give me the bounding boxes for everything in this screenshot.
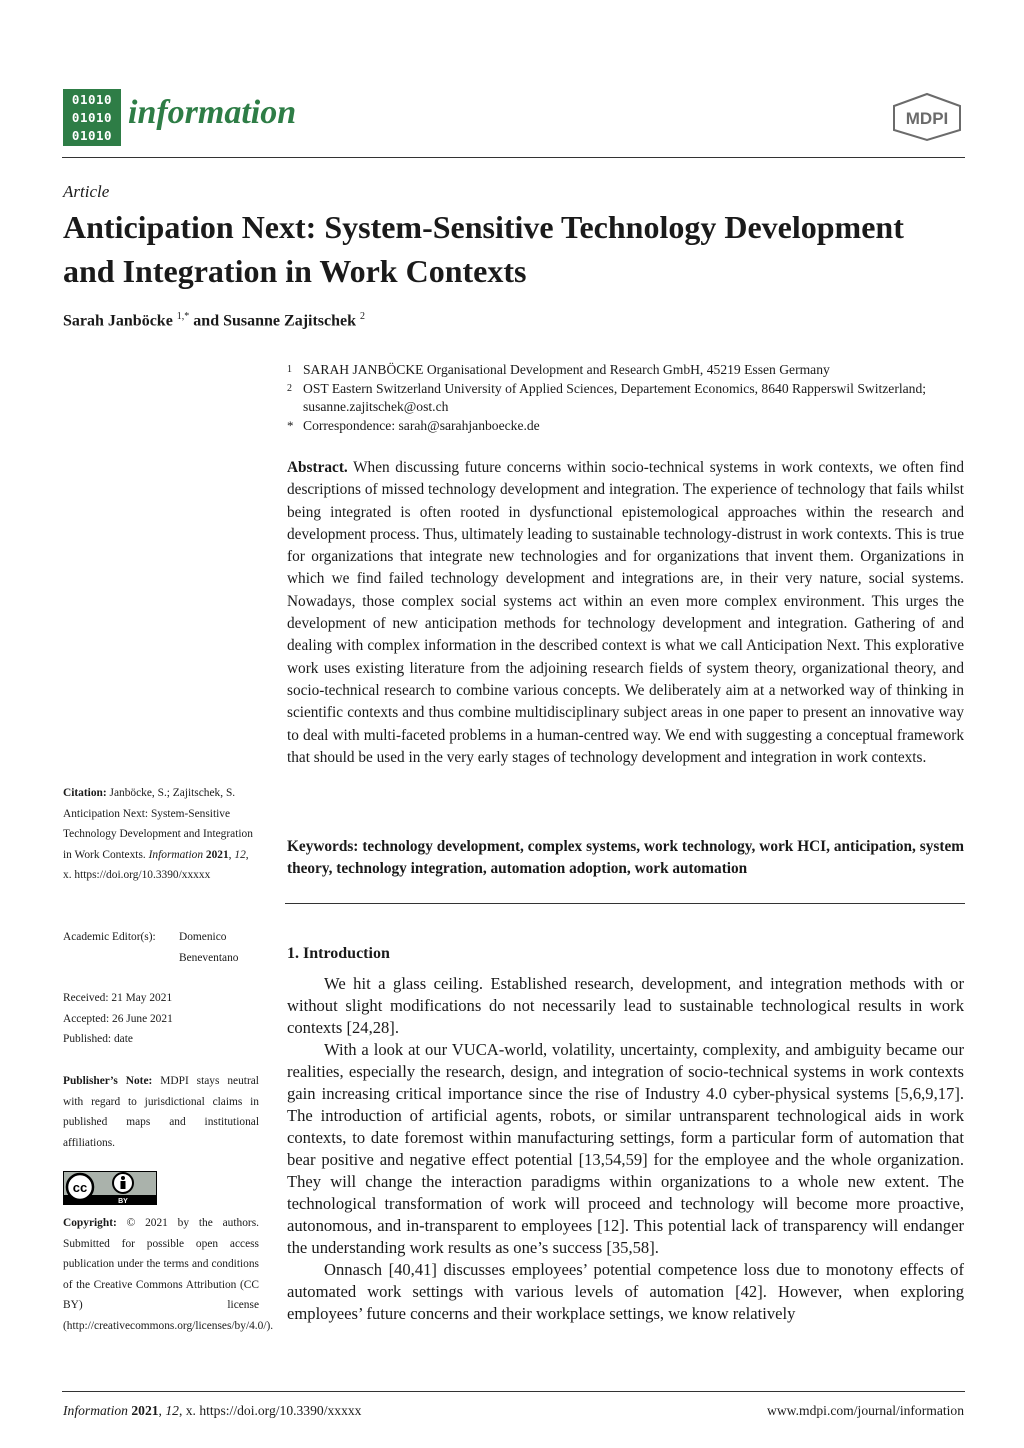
keywords-label: Keywords: (287, 838, 359, 855)
logo-line: 01010 (71, 128, 113, 143)
author-affiliation-mark: 2 (360, 311, 366, 322)
footer-doi: , x. https://doi.org/10.3390/xxxxx (178, 1403, 362, 1418)
accepted-date: Accepted: 26 June 2021 (63, 1012, 173, 1025)
affiliation-mark: 2 (287, 383, 292, 394)
affiliation-item (287, 380, 965, 416)
abstract-divider (285, 903, 965, 904)
logo-line: 01010 (71, 92, 113, 107)
svg-text:cc: cc (72, 1180, 88, 1195)
citation-year: 2021 (205, 848, 229, 861)
cc-by-license-icon[interactable] (63, 1171, 157, 1205)
citation-volume: 12 (234, 848, 246, 861)
keywords-text: technology development, complex systems, work technology, work HCI, anticipation, system theory, technology integration, automation adoption, work automation (287, 838, 964, 878)
published-date: Published: date (63, 1033, 133, 1046)
author-list (63, 311, 365, 330)
journal-logo (63, 89, 121, 146)
copyright-block (63, 1213, 274, 1337)
cc-badge-text: BY (118, 1198, 128, 1205)
academic-editor (63, 927, 259, 968)
abstract-label: Abstract. (287, 459, 348, 476)
footer-journal: Information (63, 1403, 128, 1418)
citation-doi-link[interactable]: https://doi.org/10.3390/xxxxx (74, 869, 211, 882)
author-name: Susanne Zajitschek (223, 312, 357, 330)
abstract (287, 457, 964, 769)
editor-name: Domenico Beneventano (179, 931, 239, 964)
affiliation-text: SARAH JANBÖCKE Organisational Development and Research GmbH, 45219 Essen Germany (303, 362, 830, 377)
abstract-text: When discussing future concerns within socio-technical systems in work contexts, we often find descriptions of missed technology development and integration. The experience of technology that fails whilst being integrated is often rooted in dysfunctional epistemological approaches within the research and development process. Thus, ultimately leading to sustainable technology-distrust in work contexts. This is true for organizations that integrate new technologies and for organizations that invent them. Organizations in which we find failed technology development and integrations are, in their very nature, social systems. Nowadays, those complex social systems act within an even more complex environment. This urges the development of new anticipation methods for technology development and integration. Gathering of and dealing with complex information in the described context is what we call Anticipation Next. This explorative work uses existing literature from the adjoining research fields of system theory, organizational theory, and socio-technical research to combine various concepts. We deliberately aim at a networked way of thinking in scientific contexts and thus combine multidisciplinary subject areas in one paper to present an innovative way to deal with multi-faceted problems in a human-centred way. We end with suggesting a conceptual framework that should be used in the very early stages of technology development and integration in work contexts. (287, 459, 964, 766)
author-name: Sarah Janböcke (63, 312, 173, 330)
logo-line: 01010 (71, 110, 113, 125)
mdpi-logo-text: MDPI (905, 109, 949, 128)
introduction-body (287, 973, 964, 1325)
author-affiliation-mark: 1,* (176, 311, 190, 322)
citation-rest: , x. (63, 848, 249, 882)
article-type: Article (63, 182, 110, 201)
citation-text: Janböcke, S.; Zajitschek, S. Anticipation Next: System-Sensitive Technology Development and Integration in Work Contexts. (63, 787, 253, 861)
affiliation-mark: * (287, 418, 294, 433)
editor-label: Academic Editor(s): (63, 931, 156, 943)
journal-name: information (128, 94, 297, 131)
affiliation-item (287, 361, 965, 379)
paragraph: With a look at our VUCA-world, volatility, uncertainty, complexity, and ambiguity became our realities, especially the research, design, and integration of socio-technical systems in work contexts gain increasing critical importance since the rise of Industry 4.0 cyber-physical systems [5,6,9,17]. The introduction of artificial agents, robots, or similar untransparent technological aids in work contexts, to date foremost within manufacturing settings, form a particular form of automation that bear positive and negative effect potential [13,54,59] for the employee and the whole organization. They will change the interaction paradigms within organizations to a whole new extent. The technological transformation of work will proceed and technology will become more proactive, autonomous, and in-transparent to employees [12]. This potential lack of transparency will endanger the understanding work results as one’s success [35,58]. (287, 1040, 964, 1257)
paragraph: We hit a glass ceiling. Established research, development, and integration methods with or without slight modifications do not necessarily lead to sustainable technological results in work contexts [24,28]. (287, 974, 964, 1037)
footer-divider (62, 1391, 965, 1392)
affiliation-mark: 1 (287, 364, 292, 375)
paragraph: Onnasch [40,41] discusses employees’ potential competence loss due to monotony effects of automated work settings with various levels of automation [42]. However, when exploring employees’ future concerns and their workplace settings, we know relatively (287, 1260, 964, 1323)
section-heading: 1. Introduction (287, 945, 390, 962)
footer-year: 2021 (131, 1403, 159, 1418)
paper-title: Anticipation Next: System-Sensitive Technology Development and Integration in Work Contexts (63, 209, 904, 289)
affiliation-text: OST Eastern Switzerland University of Applied Sciences, Departement Economics, 8640 Rapperswil Switzerland; susanne.zajitschek@ost.ch (303, 381, 927, 414)
affiliations (287, 361, 965, 436)
footer-citation: Information 2021, 12, x. https://doi.org/10.3390/xxxxx (63, 1403, 362, 1418)
publisher-note-text: MDPI stays neutral with regard to jurisdictional claims in published maps and institutional affiliations. (63, 1075, 259, 1149)
author-connector: and (193, 312, 220, 330)
publisher-note-label: Publisher’s Note: (63, 1075, 153, 1087)
publisher-note (63, 1071, 259, 1153)
keywords (287, 836, 964, 881)
footer-volume: 12 (165, 1403, 179, 1418)
affiliation-item (287, 417, 965, 435)
correspondence-text: Correspondence: sarah@sarahjanboecke.de (303, 418, 540, 433)
copyright-text: © 2021 by the authors. Submitted for possible open access publication under the terms and conditions of the Creative Commons Attribution (CC BY) license (http://creativecommons.org/licenses/by/4.0/). (63, 1217, 274, 1332)
citation-journal: Information (148, 848, 204, 861)
footer-journal-url[interactable]: www.mdpi.com/journal/information (767, 1403, 964, 1418)
publication-dates (63, 988, 259, 1050)
copyright-label: Copyright: (63, 1217, 117, 1229)
received-date: Received: 21 May 2021 (63, 992, 173, 1004)
citation-label: Citation: (63, 787, 107, 799)
mdpi-logo (890, 92, 964, 142)
citation-block: Citation: Janböcke, S.; Zajitschek, S. Anticipation Next: System-Sensitive Technology Development and Integration in Work Contexts. Information 2021, 12, x. https://doi.org/10.3390/xxxxx (63, 787, 253, 882)
header-divider (62, 157, 965, 158)
